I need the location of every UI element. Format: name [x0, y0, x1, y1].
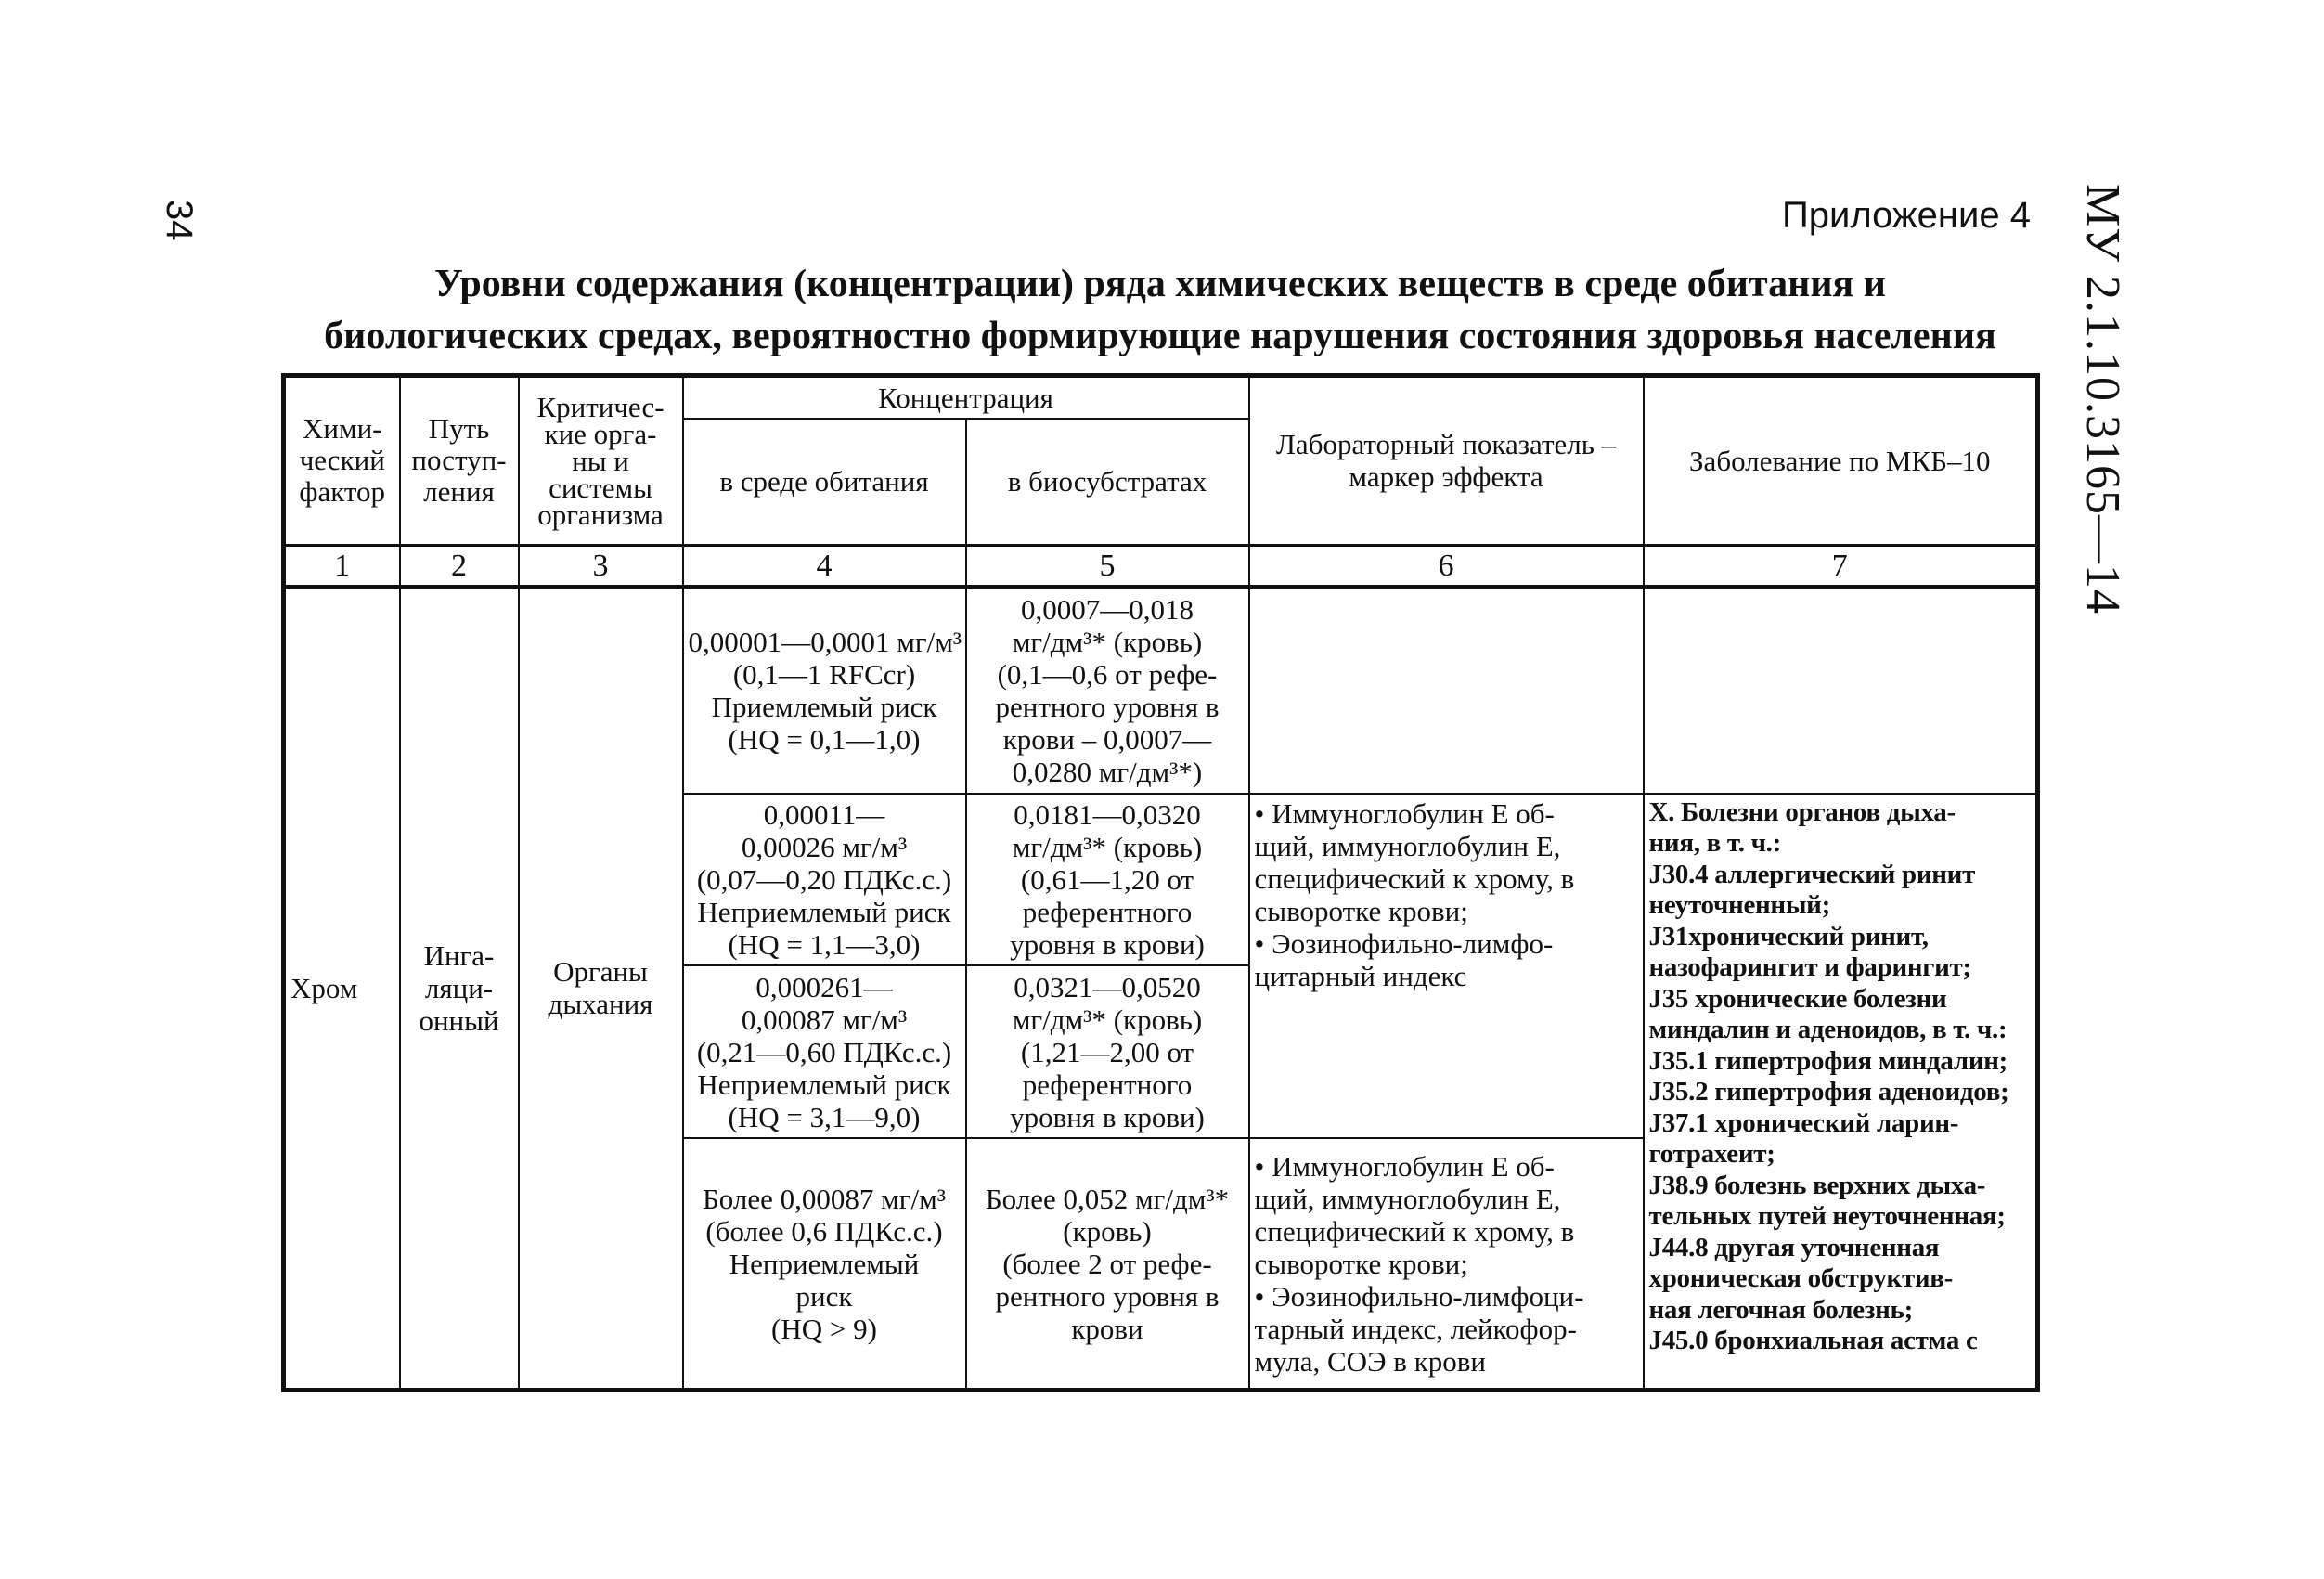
appendix-label: Приложение 4	[1782, 195, 2031, 236]
biosubstrate-concentration-cell: 0,0007—0,018 мг/дм³* (кровь) (0,1—0,6 от рефе- рентного уровня в крови – 0,0007— 0,0280 мг/дм³*)	[966, 587, 1249, 794]
column-number: 3	[519, 545, 683, 586]
column-number: 2	[400, 545, 519, 586]
chemical-factor-cell: Хром	[284, 587, 400, 1391]
biosubstrate-concentration-cell: Более 0,052 мг/дм³* (кровь) (более 2 от рефе- рентного уровня в крови	[966, 1138, 1249, 1390]
page-number: 34	[159, 200, 200, 241]
column-number: 6	[1249, 545, 1644, 586]
disease-cell-empty	[1644, 587, 2038, 794]
route-cell: Инга- ляци- онный	[400, 587, 519, 1391]
lab-marker-cell: • Иммуноглобулин Е об- щий, иммуноглобулин Е, специфический к хрому, в сыворотке крови; • Эозинофильно-лимфо- цитарный индекс	[1249, 794, 1644, 1139]
environment-concentration-cell: 0,000261— 0,00087 мг/м³ (0,21—0,60 ПДКс.с.) Неприемлемый риск (HQ = 3,1—9,0)	[683, 965, 966, 1138]
disease-cell: X. Болезни органов дыха- ния, в т. ч.: J30.4 аллергический ринит неуточненный; J31хронический ринит, назофарингит и фарингит; J35 хронические болезни миндалин и аденоидов, в т. ч.: J35.1 гипертрофия миндалин; J35.2 гипертрофия аденоидов; J37.1 хронический ларин- готрахеит; J38.9 болезнь верхних дыха- тельных путей неуточненная; J44.8 другая уточненная хроническая обструктив- ная легочная болезнь; J45.0 бронхиальная астма с	[1644, 794, 2038, 1391]
header-in-environment: в среде обитания	[683, 419, 966, 546]
concentration-table	[281, 373, 2040, 1392]
header-concentration: Концентрация	[683, 376, 1249, 419]
header-critical-organs: Критичес- кие орга- ны и системы организма	[519, 376, 683, 546]
document-code: МУ 2.1.10.3165—14	[2076, 184, 2129, 615]
organs-cell: Органы дыхания	[519, 587, 683, 1391]
header-lab-marker: Лабораторный показатель – маркер эффекта	[1249, 376, 1644, 546]
column-number: 7	[1644, 545, 2038, 586]
header-route: Путь поступ- ления	[400, 376, 519, 546]
column-number: 5	[966, 545, 1249, 586]
document-title	[278, 258, 2042, 362]
header-disease: Заболевание по МКБ–10	[1644, 376, 2038, 546]
header-in-biosubstrates: в биосубстратах	[966, 419, 1249, 546]
environment-concentration-cell: 0,00011— 0,00026 мг/м³ (0,07—0,20 ПДКс.с.) Неприемлемый риск (HQ = 1,1—3,0)	[683, 794, 966, 966]
header-chemical-factor: Хими- ческий фактор	[284, 376, 400, 546]
column-number: 4	[683, 545, 966, 586]
environment-concentration-cell: 0,00001—0,0001 мг/м³ (0,1—1 RFCcr) Приемлемый риск (HQ = 0,1—1,0)	[683, 587, 966, 794]
column-number: 1	[284, 545, 400, 586]
biosubstrate-concentration-cell: 0,0181—0,0320 мг/дм³* (кровь) (0,61—1,20 от референтного уровня в крови)	[966, 794, 1249, 966]
biosubstrate-concentration-cell: 0,0321—0,0520 мг/дм³* (кровь) (1,21—2,00 от референтного уровня в крови)	[966, 965, 1249, 1138]
title-line-1: Уровни содержания (концентрации) ряда химических веществ в среде обитания и	[434, 263, 1886, 305]
lab-marker-cell: • Иммуноглобулин Е об- щий, иммуноглобулин Е, специфический к хрому, в сыворотке крови; • Эозинофильно-лимфоци- тарный индекс, лейкофор- мула, СОЭ в крови	[1249, 1138, 1644, 1390]
title-line-2: биологических средах, вероятностно формирующие нарушения состояния здоровья населения	[324, 315, 1996, 357]
environment-concentration-cell: Более 0,00087 мг/м³ (более 0,6 ПДКс.с.) Неприемлемый риск (HQ > 9)	[683, 1138, 966, 1390]
lab-marker-cell-empty	[1249, 587, 1644, 794]
